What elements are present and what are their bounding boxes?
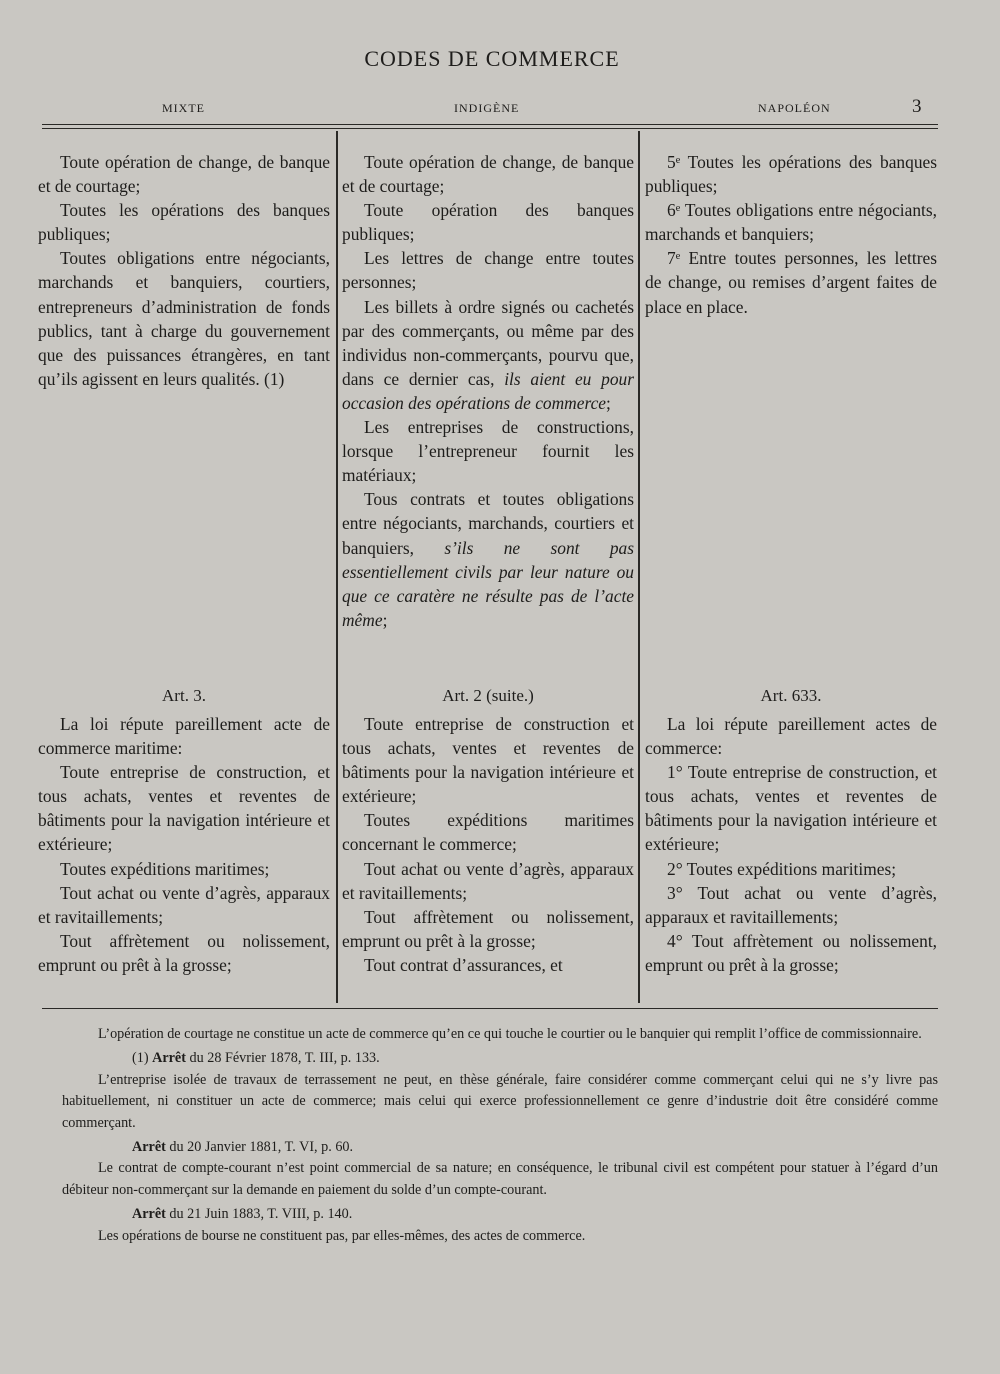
citation: du 28 Février 1878, T. III, p. 133. <box>189 1050 380 1067</box>
paragraph: 4° Tout affrètement ou nolissement, emprunt ou prêt à la grosse; <box>645 930 937 975</box>
paragraph: 1° Toute entreprise de construction, et tous achats, ventes et reventes de bâtiments pour la navigation intérieure et extérieure; <box>645 762 937 855</box>
paragraph: La loi répute pareillement acte de commerce maritime: <box>38 714 330 759</box>
footnote-1-text: L’entreprise isolée de travaux de terrassement ne peut, en thèse générale, faire considérer comme commerçant celui qui ne s’y livre pas habituellement, ni constituer un acte de commerce; mais celui qui exerce professionnellement ce genre d’industrie doit être considéré comme commerçant. <box>62 1071 938 1131</box>
paragraph: La loi répute pareillement actes de commerce: <box>645 714 937 759</box>
paragraph: Toutes obligations entre négociants, marchands et banquiers, courtiers, entrepreneurs d’administration de fonds publics, tant à charge du gouvernement que des puissances étrangères, en tant qu’ils agissent en leurs qualités. (1) <box>38 248 330 389</box>
paragraph: Toute entreprise de construction, et tous achats, ventes et reventes de bâtiments pour la navigation intérieure et extérieure; <box>38 762 330 855</box>
page-title: CODES DE COMMERCE <box>364 46 620 71</box>
paragraph: 5ᵉ Toutes les opérations des banques publiques; <box>645 152 937 197</box>
billets-text: Les billets à ordre signés ou cachetés par des commerçants, ou même par des individus non-commerçants, pourvu que, dans ce dernier cas, <box>342 296 634 389</box>
footnotes <box>62 1024 938 1247</box>
citation: du 21 Juin 1883, T. VIII, p. 140. <box>169 1206 353 1223</box>
article-label: Art. <box>162 686 189 705</box>
header-rule-bottom <box>42 128 938 129</box>
article-number: 2 (suite.) <box>473 686 534 705</box>
paragraph: Tout contrat d’assurances, et <box>364 954 563 975</box>
column-napoleon-top <box>645 150 937 319</box>
paragraph: Toute opération de change, de banque et de courtage; <box>342 152 634 197</box>
billets-italic: ils aient eu pour occasion des opérations de commerce <box>342 368 635 413</box>
paragraph: Toutes expéditions maritimes concernant le commerce; <box>342 810 634 855</box>
paragraph: Toute entreprise de construction et tous achats, ventes et reventes de bâtiments pour la navigation intérieure et extérieure; <box>342 714 634 807</box>
paragraph: Tout achat ou vente d’agrès, apparaux et ravitaillements; <box>342 858 634 903</box>
paragraph: Tout affrètement ou nolissement, emprunt ou prêt à la grosse; <box>38 930 330 975</box>
column-mixte-top <box>38 150 330 391</box>
paragraph: 2° Toutes expéditions maritimes; <box>667 858 897 879</box>
page-number: 3 <box>912 96 922 117</box>
running-head-indigene: INDIGÈNE <box>454 101 520 115</box>
footnote-2-text: Le contrat de compte-courant n’est point commercial de sa nature; en conséquence, le tribunal civil est compétent pour statuer à l’égard d’un débiteur non-commerçant sur la demande en paiement du solde d’un compte-courant. <box>62 1160 938 1198</box>
column-indigene-bottom <box>342 684 634 977</box>
column-divider-1 <box>336 131 338 1003</box>
footnote-intro: L’opération de courtage ne constitue un acte de commerce qu’en ce qui touche le courtier ou le banquier qui remplit l’office de commissionnaire. <box>98 1026 922 1042</box>
billets-end: ; <box>606 392 611 413</box>
footnote-marker: (1) <box>132 1050 149 1067</box>
footnote-3-text: Les opérations de bourse ne constituent pas, par elles-mêmes, des actes de commerce. <box>98 1227 586 1244</box>
article-label: Art. <box>442 686 470 705</box>
paragraph: Tout affrètement ou nolissement, emprunt ou prêt à la grosse; <box>342 906 634 951</box>
paragraph: Les lettres de change entre toutes personnes; <box>342 248 634 293</box>
contrats-text: Tous contrats et toutes obligations entre négociants, marchands, courtiers et banquiers, <box>342 489 634 558</box>
paragraph <box>342 487 634 632</box>
article-number: 3. <box>193 686 206 705</box>
paragraph: Toute opération de change, de banque et de courtage; <box>38 152 330 197</box>
running-head-napoleon: NAPOLÉON <box>758 101 831 115</box>
column-napoleon-bottom <box>645 684 937 977</box>
arret-label: Arrêt <box>152 1050 186 1067</box>
paragraph: Toutes les opérations des banques publiques; <box>38 200 330 245</box>
article-heading <box>38 684 330 708</box>
article-heading <box>645 684 937 708</box>
paragraph: Les entreprises de constructions, lorsque l’entrepreneur fournit les matériaux; <box>342 417 634 486</box>
paragraph: Tout achat ou vente d’agrès, apparaux et ravitaillements; <box>38 882 330 927</box>
column-indigene-top <box>342 150 634 632</box>
footnote-rule <box>42 1008 938 1009</box>
contrats-end: ; <box>382 609 388 630</box>
footnote-3-citation <box>96 1204 938 1225</box>
arret-label: Arrêt <box>132 1139 166 1156</box>
footnote-2-citation <box>96 1137 938 1158</box>
article-label: Art. <box>760 686 788 705</box>
paragraph <box>342 295 634 415</box>
paragraph: Toute opération des banques publiques; <box>342 200 634 245</box>
header-rule-top <box>42 124 938 125</box>
arret-label: Arrêt <box>132 1206 166 1223</box>
article-number: 633. <box>791 686 822 705</box>
column-mixte-bottom <box>38 684 330 977</box>
paragraph: 6ᵉ Toutes obligations entre négociants, marchands et banquiers; <box>645 200 937 245</box>
paragraph: 3° Tout achat ou vente d’agrès, apparaux et ravitaillements; <box>645 882 937 927</box>
paragraph: 7ᵉ Entre toutes personnes, les lettres de change, ou remises d’argent faites de place en place. <box>645 248 937 317</box>
footnote-1-citation <box>96 1048 938 1069</box>
column-divider-2 <box>638 131 640 1003</box>
article-heading <box>342 684 634 708</box>
running-head-mixte: MIXTE <box>162 101 205 115</box>
paragraph: Toutes expéditions maritimes; <box>60 858 270 879</box>
contrats-italic: s’ils ne sont pas essentiellement civils par leur nature ou que ce caratère ne résulte pas de l’acte même <box>342 537 634 630</box>
citation: du 20 Janvier 1881, T. VI, p. 60. <box>169 1139 354 1156</box>
